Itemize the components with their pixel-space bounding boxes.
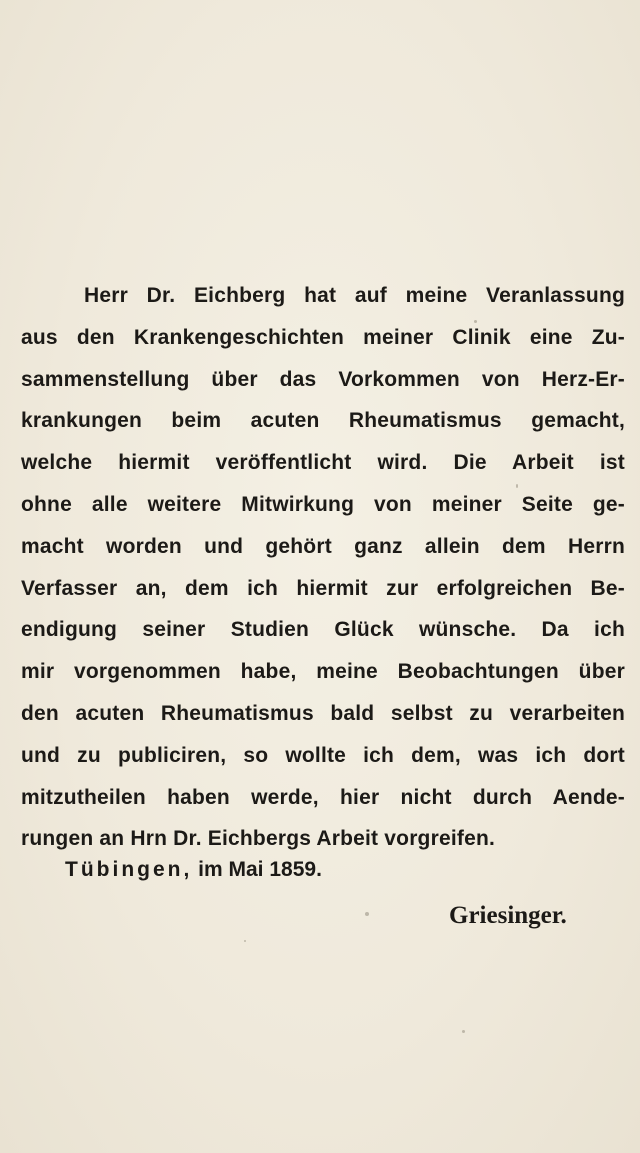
text-line: aus den Krankengeschichten meiner Clinik eine Zu- — [21, 325, 625, 349]
text-line: den acuten Rheumatismus bald selbst zu verarbeiten — [21, 701, 625, 725]
text-line: ohne alle weitere Mitwirkung von meiner Seite ge- — [21, 492, 625, 516]
paper-speck — [365, 912, 369, 916]
text-line: endigung seiner Studien Glück wünsche. Da ich — [21, 618, 625, 642]
text-line: sammenstellung über das Vorkommen von Herz-Er- — [21, 367, 625, 391]
paper-speck — [474, 320, 477, 323]
text-line: mir vorgenommen habe, meine Beobachtungen über — [21, 660, 625, 684]
signature: Griesinger. — [449, 902, 567, 929]
paper-speck — [462, 1030, 465, 1033]
text-line: krankungen beim acuten Rheumatismus gemacht, — [21, 409, 625, 433]
text-line: mitzutheilen haben werde, hier nicht durch Aende- — [21, 785, 625, 809]
text-line: macht worden und gehört ganz allein dem Herrn — [21, 534, 625, 558]
paper-speck — [244, 940, 246, 942]
place-name: Tübingen, — [65, 858, 193, 881]
text-line: Herr Dr. Eichberg hat auf meine Veranlassung — [84, 284, 625, 307]
dateline — [65, 858, 322, 882]
paper-speck — [516, 484, 518, 488]
text-line: rungen an Hrn Dr. Eichbergs Arbeit vorgreifen. — [21, 827, 496, 851]
preface-paragraph — [21, 275, 625, 860]
text-line: welche hiermit veröffentlicht wird. Die Arbeit ist — [21, 451, 625, 475]
text-line: Verfasser an, dem ich hiermit zur erfolgreichen Be- — [21, 576, 625, 600]
date-text: im Mai 1859. — [198, 858, 322, 881]
text-line: und zu publiciren, so wollte ich dem, was ich dort — [21, 743, 625, 767]
